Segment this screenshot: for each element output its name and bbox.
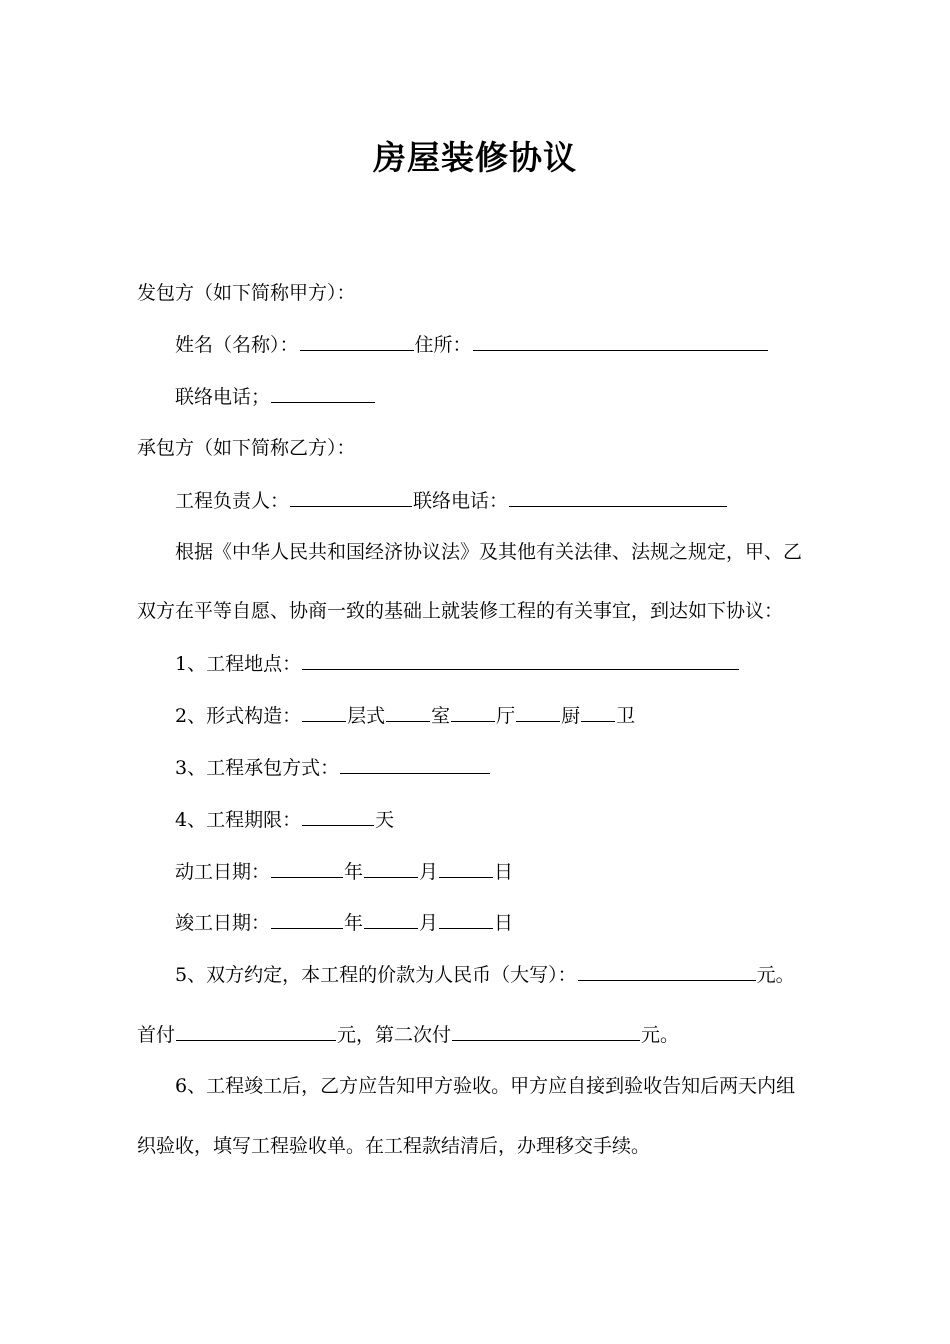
- clause-2-label: 2、形式构造：: [175, 705, 302, 727]
- down-payment-field[interactable]: [176, 1021, 336, 1041]
- kitchen-unit: 厨: [561, 705, 581, 727]
- party-b-manager-field[interactable]: [290, 487, 412, 507]
- room-unit: 室: [431, 705, 451, 727]
- project-location-field[interactable]: [302, 650, 739, 670]
- clause-2-row: [175, 702, 635, 729]
- second-payment-unit: 元。: [641, 1024, 680, 1046]
- clause-5-text: 5、双方约定，本工程的价款为人民币（大写）：: [175, 964, 577, 986]
- total-price-field[interactable]: [578, 961, 756, 981]
- preamble-line-2: 双方在平等自愿、协商一致的基础上就装修工程的有关事宜，到达如下协议：: [137, 600, 784, 622]
- second-payment-field[interactable]: [452, 1021, 640, 1041]
- clause-1-row: [175, 650, 740, 677]
- document-title: 房屋装修协议: [373, 138, 577, 177]
- party-a-address-label: 住所：: [414, 334, 472, 356]
- clause-4-label: 4、工程期限：: [175, 809, 302, 831]
- end-day-unit: 日: [494, 912, 514, 934]
- end-year-unit: 年: [344, 912, 364, 934]
- total-price-unit: 元。: [756, 964, 795, 986]
- clause-6-line-2: 织验收，填写工程验收单。在工程款结清后，办理移交手续。: [137, 1135, 651, 1157]
- clause-5-row: [175, 961, 795, 988]
- down-payment-unit: 元，第二次付: [337, 1024, 452, 1046]
- bath-unit: 卫: [616, 705, 636, 727]
- room-field[interactable]: [386, 702, 430, 722]
- kitchen-field[interactable]: [516, 702, 560, 722]
- start-year-field[interactable]: [271, 858, 343, 878]
- start-day-field[interactable]: [439, 858, 493, 878]
- start-month-unit: 月: [419, 861, 439, 883]
- party-a-address-field[interactable]: [473, 331, 768, 351]
- start-month-field[interactable]: [364, 858, 418, 878]
- hall-field[interactable]: [451, 702, 495, 722]
- party-a-name-field[interactable]: [300, 331, 414, 351]
- party-a-name-label: 姓名（名称）：: [175, 334, 299, 356]
- floor-field[interactable]: [302, 702, 346, 722]
- floor-unit: 层式: [347, 705, 386, 727]
- clause-3-row: [175, 754, 491, 781]
- end-date-label: 竣工日期：: [175, 912, 271, 934]
- contract-method-field[interactable]: [340, 754, 490, 774]
- end-year-field[interactable]: [271, 909, 343, 929]
- party-b-row: [175, 487, 728, 514]
- party-b-heading: 承包方（如下简称乙方）：: [137, 437, 356, 459]
- end-day-field[interactable]: [439, 909, 493, 929]
- clause-6-line-1: 6、工程竣工后，乙方应告知甲方验收。甲方应自接到验收告知后两天内组: [175, 1075, 796, 1097]
- clause-4-row: [175, 806, 394, 833]
- preamble-line-1: 根据《中华人民共和国经济协议法》及其他有关法律、法规之规定，甲、乙: [175, 541, 803, 563]
- down-payment-label: 首付: [137, 1024, 176, 1046]
- bath-field[interactable]: [581, 702, 615, 722]
- duration-field[interactable]: [302, 806, 374, 826]
- end-date-row: [175, 909, 513, 936]
- party-a-heading: 发包方（如下简称甲方）：: [137, 282, 356, 304]
- duration-unit: 天: [375, 809, 395, 831]
- end-month-unit: 月: [419, 912, 439, 934]
- start-date-label: 动工日期：: [175, 861, 271, 883]
- party-a-phone-field[interactable]: [271, 383, 375, 403]
- clause-3-label: 3、工程承包方式：: [175, 757, 340, 779]
- hall-unit: 厅: [496, 705, 516, 727]
- payment-row: [137, 1021, 679, 1048]
- start-day-unit: 日: [494, 861, 514, 883]
- party-a-phone-label: 联络电话；: [175, 386, 271, 408]
- start-year-unit: 年: [344, 861, 364, 883]
- party-b-manager-label: 工程负责人：: [175, 490, 290, 512]
- party-a-phone-row: [175, 383, 376, 410]
- clause-1-label: 1、工程地点：: [175, 653, 302, 675]
- party-b-phone-label: 联络电话：: [413, 490, 509, 512]
- end-month-field[interactable]: [364, 909, 418, 929]
- party-a-name-row: [175, 331, 769, 358]
- start-date-row: [175, 858, 513, 885]
- party-b-phone-field[interactable]: [509, 487, 727, 507]
